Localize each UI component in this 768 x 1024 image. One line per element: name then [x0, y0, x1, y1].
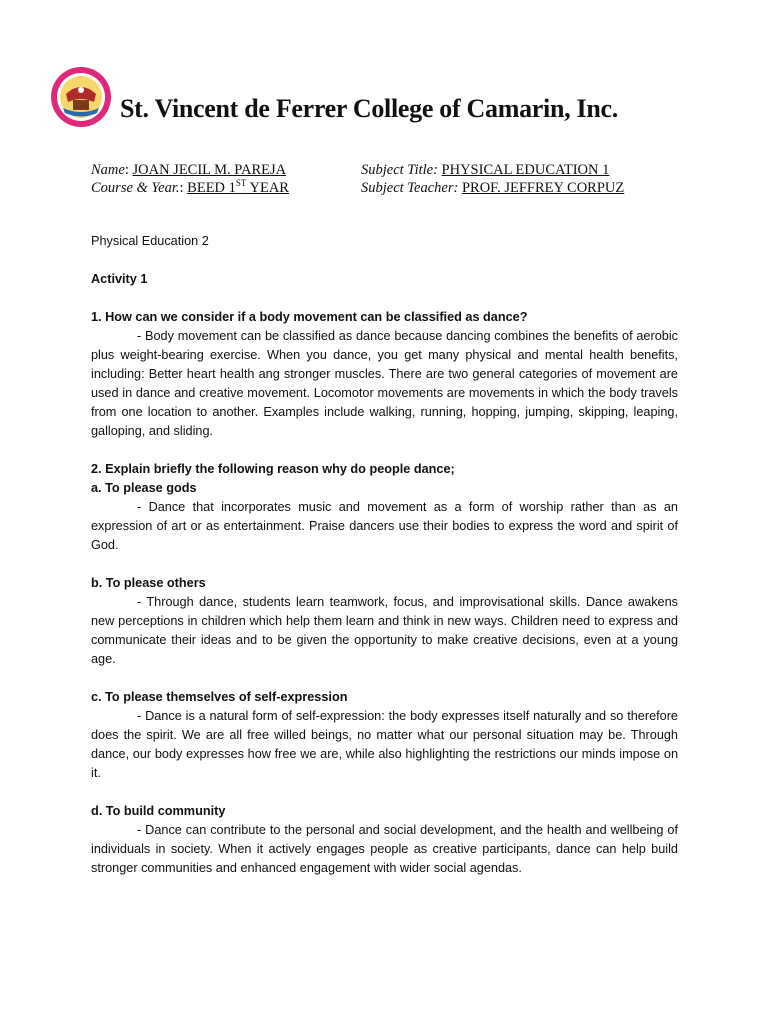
- name-row: Name: JOAN JECIL M. PAREJA: [91, 162, 287, 178]
- course-title: Physical Education 2: [91, 234, 209, 248]
- course-row: Course & Year.: BEED 1ST YEAR: [91, 178, 289, 196]
- course-value: [187, 180, 289, 196]
- subject-title-label: Subject Title:: [361, 162, 438, 178]
- subject-teacher-value: PROF. JEFFREY CORPUZ: [461, 180, 625, 196]
- name-label: Name: [91, 162, 125, 178]
- answer-1: - Body movement can be classified as dance because dancing combines the benefits of aerobic plus weight-bearing exercise. When you dance, you get many physical and mental health benefits, including: Better heart health ang stronger muscles. There are two general categories of movement are used in dance and creative movement. Locomotor movements are movements in which the body travels from one location to another. Examples include walking, running, hopping, jumping, skipping, leaping, galloping, and sliding.: [91, 329, 678, 438]
- course-value-sup: ST: [235, 178, 247, 188]
- question-2a-title: a. To please gods: [91, 481, 197, 495]
- activity-title: Activity 1: [91, 272, 148, 286]
- college-seal-icon: [50, 66, 112, 128]
- answer-2a: - Dance that incorporates music and movement as a form of worship rather than as an expression of art or as entertainment. Praise dancers use their bodies to express the word and spirit of God.: [91, 500, 678, 552]
- question-1: 1. How can we consider if a body movement can be classified as dance?: [91, 310, 528, 324]
- question-2c-title: c. To please themselves of self-expression: [91, 690, 348, 704]
- answer-2c: - Dance is a natural form of self-expression: the body expresses itself naturally and so therefore does the spirit. We are all free willed beings, no matter what our personal situation may be. Through dance, our body expresses how free we are, while also highlighting the restrictions our minds impose on it.: [91, 709, 678, 780]
- subject-title-row: [361, 162, 609, 179]
- subject-title-value: PHYSICAL EDUCATION 1: [441, 162, 610, 178]
- answer-2d: - Dance can contribute to the personal and social development, and the health and wellbeing of individuals in society. When it actively engages people as creative participants, dance can help build stronger communities and enhanced engagement with wider social agendas.: [91, 823, 678, 875]
- course-value-main: BEED 1: [187, 180, 236, 196]
- question-2d-title: d. To build community: [91, 804, 226, 818]
- question-2b-title: b. To please others: [91, 576, 206, 590]
- subject-teacher-label: Subject Teacher:: [361, 180, 459, 196]
- course-value-year: YEAR: [246, 180, 289, 196]
- subject-teacher-row: [361, 180, 624, 197]
- name-value: JOAN JECIL M. PAREJA: [132, 162, 287, 178]
- answer-2b: - Through dance, students learn teamwork, focus, and improvisational skills. Dance awakens new perceptions in children which help them learn and think in new ways. Children need to express and communicate their ideas and to be given the opportunity to make creative decisions, even at a young age.: [91, 595, 678, 666]
- document-body: [91, 232, 678, 878]
- course-label: Course & Year.: [91, 180, 180, 196]
- school-name-heading: St. Vincent de Ferrer College of Camarin, Inc.: [120, 94, 618, 123]
- question-2: 2. Explain briefly the following reason why do people dance;: [91, 462, 455, 476]
